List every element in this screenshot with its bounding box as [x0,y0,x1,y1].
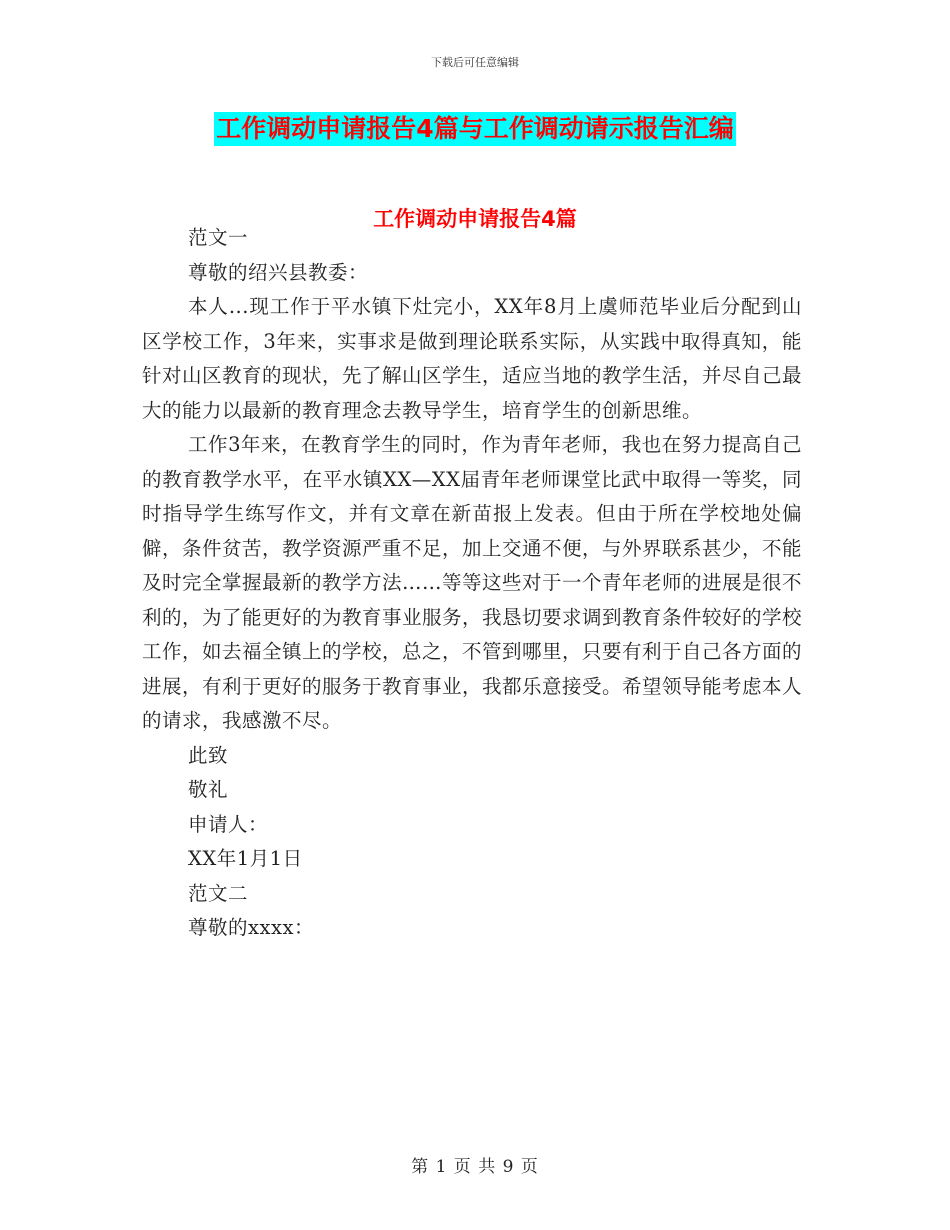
date-line: XX年1月1日 [188,847,303,870]
closing-line-2: 敬礼 [188,778,229,801]
page-footer: 第 1 页 共 9 页 [411,1157,539,1177]
closing-line-1: 此致 [188,743,229,767]
section-title: 工作调动申请报告4篇 [373,207,577,231]
paragraph-2: 工作3年来，在教育学生的同时，作为青年老师，我也在努力提高自己的教育教学水平，在平水镇XX—XX届青年老师课堂比武中取得一等奖，同时指导学生练写作文，并有文章在新苗报上发表。但由于所在学校地处偏僻，条件贫苦，教学资源严重不足，加上交通不便，与外界联系甚少，不能及时完全掌握最新的教学方法……等等这些对于一个青年老师的进展是很不利的，为了能更好的为教育事业服务，我恳切要求调到教育条件较好的学校工作，如去福全镇上的学校，总之，不管到哪里，只要有利于自己各方面的进展，有利于更好的服务于教育事业，我都乐意接受。希望领导能考虑本人的请求，我感激不尽。 [142,433,803,732]
sample-heading-2: 范文二 [188,881,249,905]
paragraph-1: 本人...现工作于平水镇下灶完小，XX年8月上虞师范毕业后分配到山区学校工作，3年来，实事求是做到理论联系实际，从实践中取得真知，能针对山区教育的现状，先了解山区学生，适应当地的教学生活，并尽自己最大的能力以最新的教育理念去教导学生，培育学生的创新思维。 [142,295,803,422]
salutation-2: 尊敬的xxxx： [188,916,314,939]
applicant-line: 申请人： [188,812,269,836]
document-title [0,112,950,146]
document-body [142,221,802,946]
document-title-text: 工作调动申请报告4篇与工作调动请示报告汇编 [214,112,735,146]
sample-heading-1: 范文一 [188,226,249,249]
salutation-1: 尊敬的绍兴县教委： [188,260,369,284]
header-note: 下载后可任意编辑 [431,56,519,69]
